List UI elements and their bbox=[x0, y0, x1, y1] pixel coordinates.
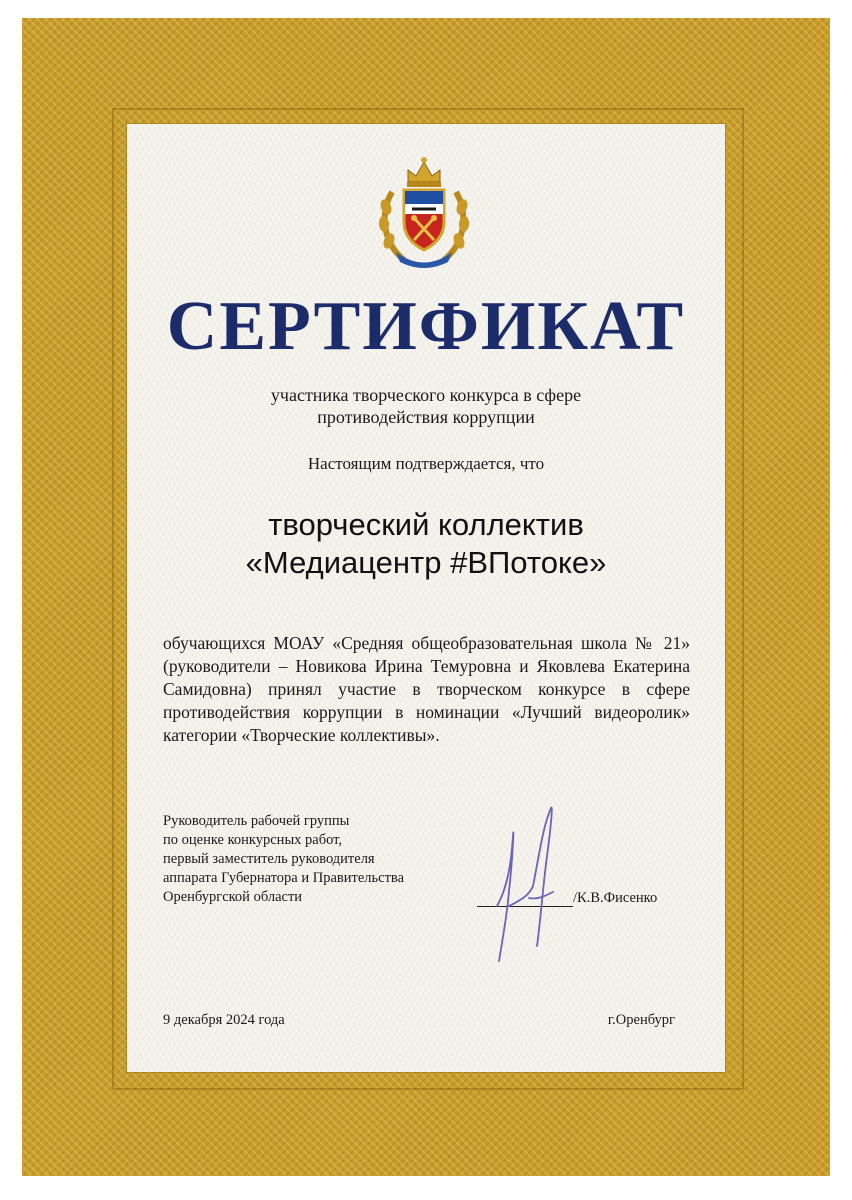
signer-line: первый заместитель руководителя bbox=[163, 851, 375, 867]
certificate-title: СЕРТИФИКАТ bbox=[166, 288, 686, 365]
coat-of-arms-icon bbox=[374, 152, 474, 270]
signer-position bbox=[163, 812, 483, 907]
recipient-line-1: творческий коллектив bbox=[268, 507, 584, 542]
subtitle-line-1: участника творческого конкурса в сфере bbox=[270, 385, 582, 405]
confirmation-text: Настоящим подтверждается, что bbox=[307, 454, 545, 473]
recipient-line-2: «Медиацентр #ВПотоке» bbox=[245, 545, 607, 580]
certificate-body: обучающихся МОАУ «Средняя общеобразовательная школа № 21» (руководители – Новикова Ирина Темуровна и Яковлева Екатерина Самидовна) принял участие в творческом конкурсе в сфере противодействия коррупции в номинации «Лучший видеоролик» категории «Творческие коллективы». bbox=[163, 633, 690, 745]
signer-line: Руководитель рабочей группы bbox=[163, 813, 350, 829]
certificate-paper bbox=[127, 124, 725, 1072]
issue-date: 9 декабря 2024 года bbox=[163, 1012, 285, 1028]
signer-line: по оценке конкурсных работ, bbox=[163, 832, 343, 848]
signer-line: аппарата Губернатора и Правительства bbox=[163, 870, 405, 886]
signer-line: Оренбургской области bbox=[163, 889, 303, 905]
issue-city: г.Оренбург bbox=[607, 1012, 675, 1028]
signer-name: /К.В.Фисенко bbox=[573, 890, 658, 906]
recipient-name bbox=[127, 506, 725, 582]
certificate-subtitle bbox=[127, 384, 725, 428]
handwritten-signature bbox=[479, 796, 569, 976]
subtitle-line-2: противодействия коррупции bbox=[317, 407, 535, 427]
